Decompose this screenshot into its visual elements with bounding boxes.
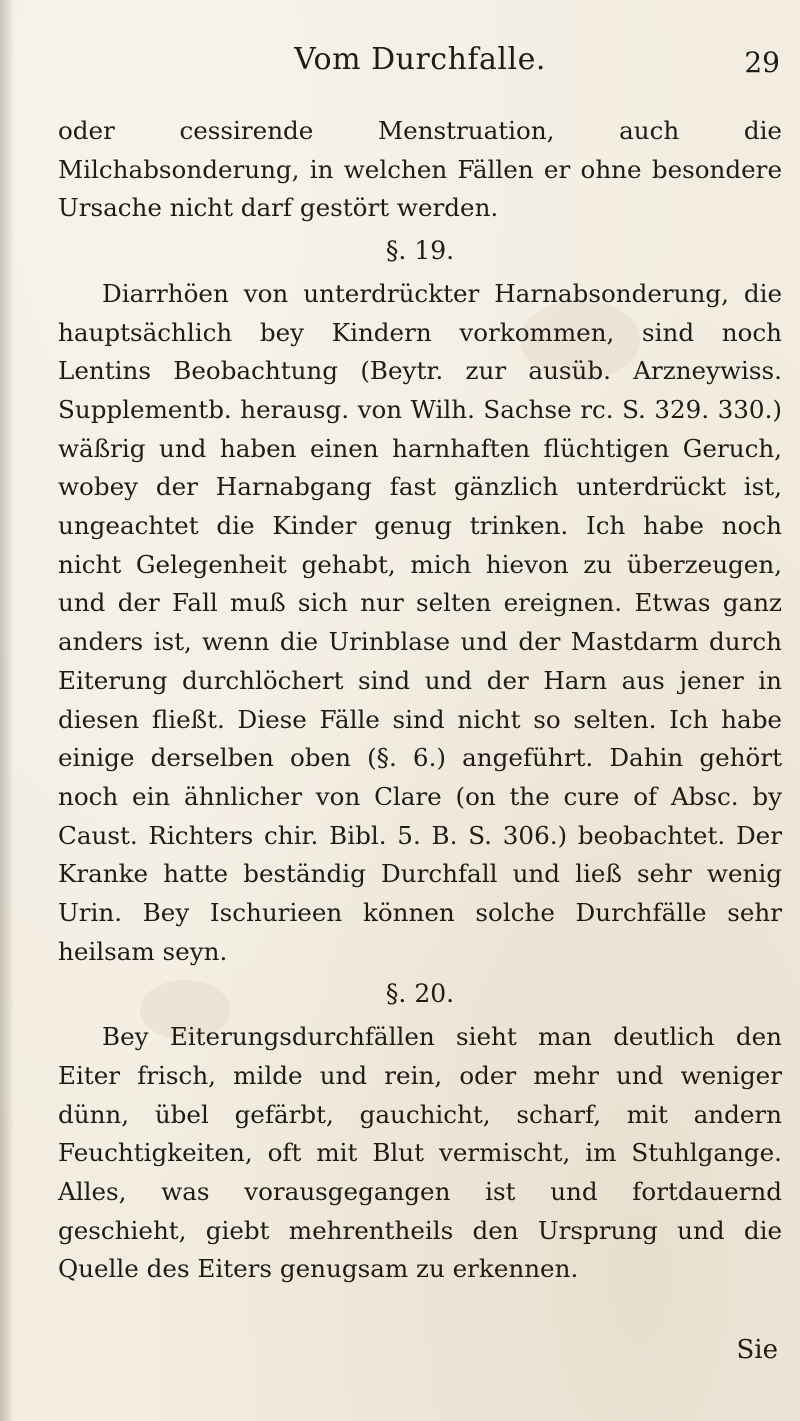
- page-number: 29: [744, 46, 780, 79]
- page-header: [60, 42, 780, 102]
- section-heading: §. 20.: [385, 979, 455, 1009]
- section-heading: §. 19.: [385, 236, 455, 266]
- body-text: [58, 112, 782, 1289]
- paragraph: Diarrhöen von unterdrückter Harnabsonderung, die hauptsächlich bey Kindern vorkommen, sind noch Lentins Beobachtung (Beytr. zur ausüb. Arzneywiss. Supplementb. herausg. von Wilh. Sachse rc. S. 329. 330.) wäßrig und haben einen harnhaften flüchtigen Geruch, wobey der Harnabgang fast gänzlich unterdrückt ist, ungeachtet die Kinder genug trinken. Ich habe noch nicht Gelegenheit gehabt, mich hievon zu überzeugen, und der Fall muß sich nur selten ereignen. Etwas ganz anders ist, wenn die Urinblase und der Mastdarm durch Eiterung durchlöchert sind und der Harn aus jener in diesen fließt. Diese Fälle sind nicht so selten. Ich habe einige derselben oben (§. 6.) angeführt. Dahin gehört noch ein ähnlicher von Clare (on the cure of Absc. by Caust. Richters chir. Bibl. 5. B. S. 306.) beobachtet. Der Kranke hatte beständig Durchfall und ließ sehr wenig Urin. Bey Ischurieen können solche Durchfälle sehr heilsam seyn.: [58, 278, 782, 966]
- paragraph: Bey Eiterungsdurchfällen sieht man deutlich den Eiter frisch, milde und rein, oder mehr und weniger dünn, übel gefärbt, gauchicht, scharf, mit andern Feuchtigkeiten, oft mit Blut vermischt, im Stuhlgange. Alles, was vorausgegangen ist und fortdauernd geschieht, giebt mehrentheils den Ursprung und die Quelle des Eiters genugsam zu erkennen.: [58, 1022, 782, 1284]
- running-head: Vom Durchfalle.: [294, 42, 546, 77]
- binding-shadow: [0, 0, 14, 1421]
- catchword: Sie: [736, 1335, 778, 1365]
- paragraph: oder cessirende Menstruation, auch die Milchabsonderung, in welchen Fällen er ohne besondere Ursache nicht darf gestört werden.: [58, 116, 782, 223]
